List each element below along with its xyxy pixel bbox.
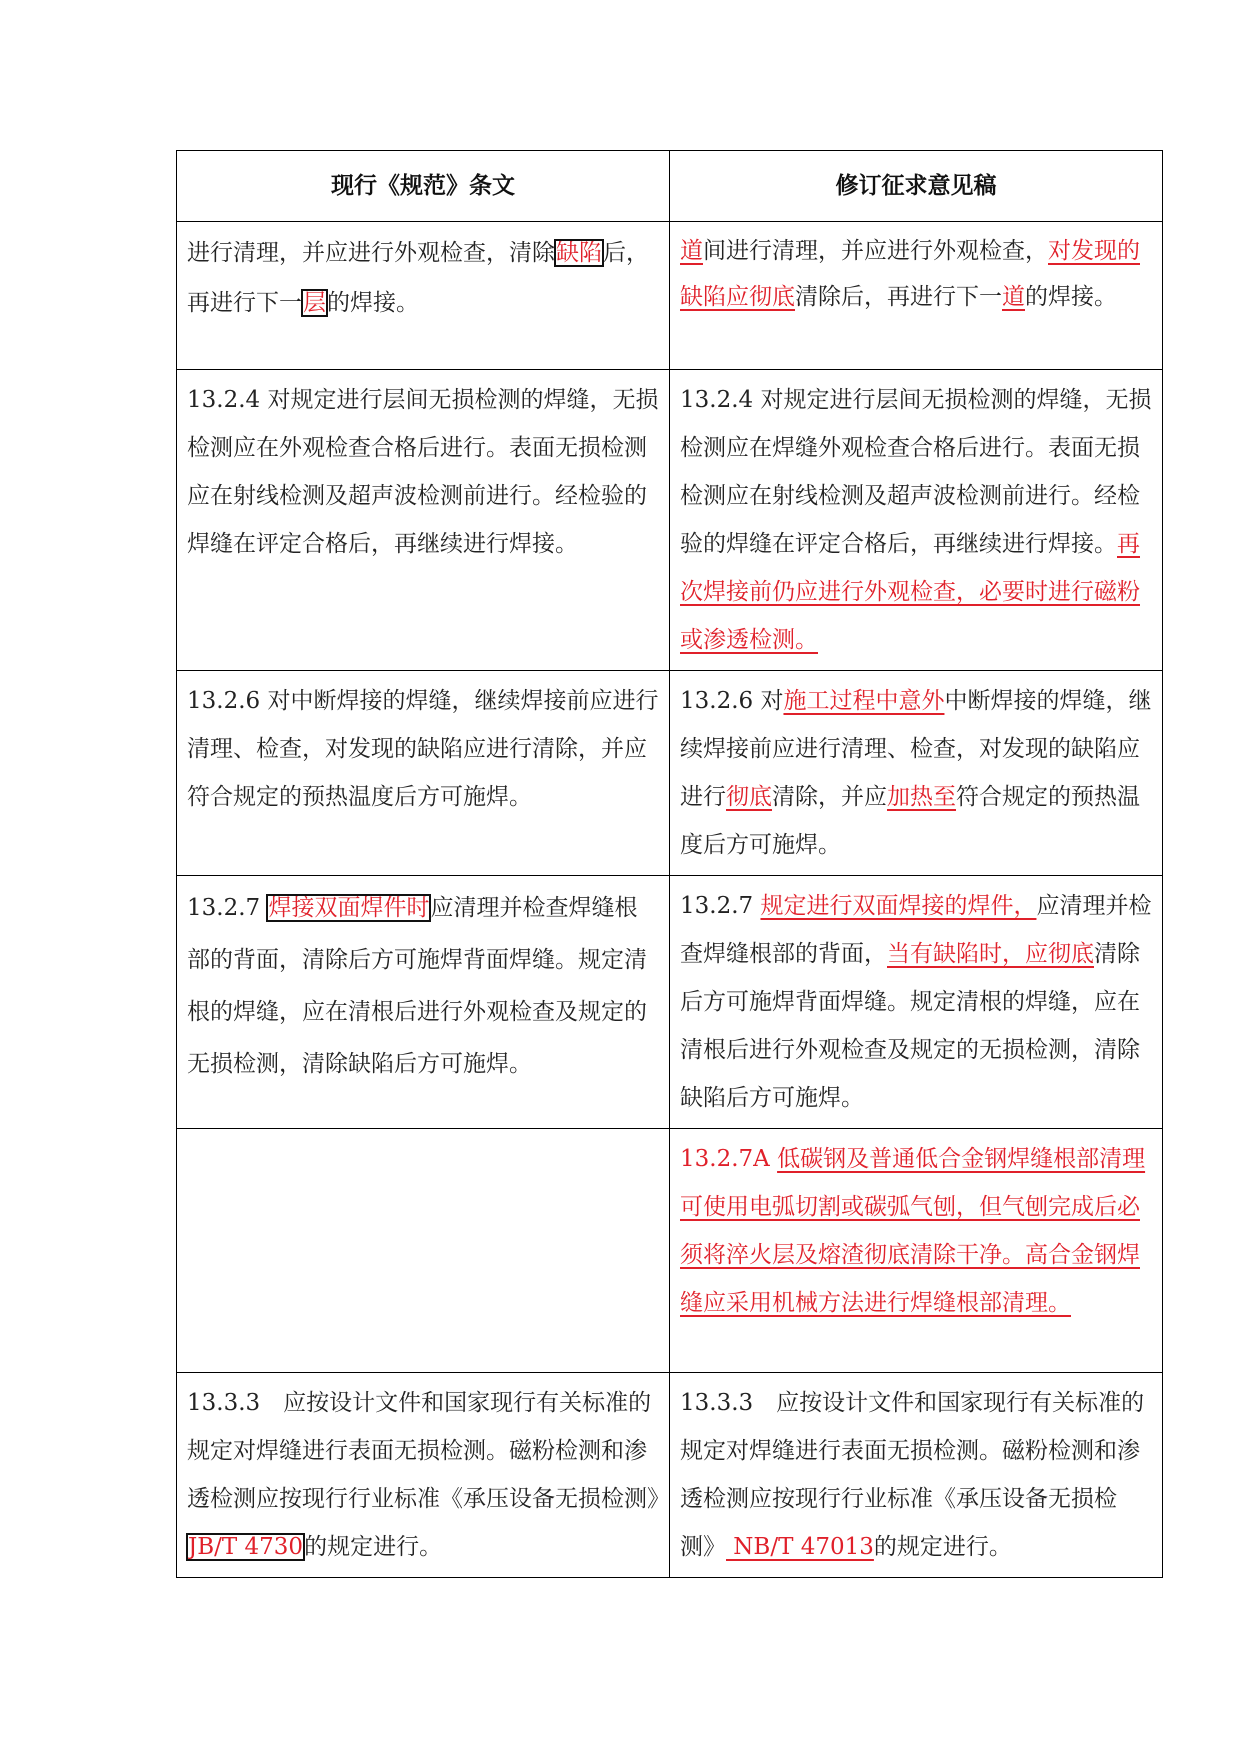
revised-text: 再次焊接前仍应进行外观检查，必要时进行磁粉或渗透检测。 [680, 531, 1140, 653]
table-row [177, 370, 1163, 671]
revision-draft-cell [670, 671, 1163, 876]
added-clause-number: 13.2.7A [680, 1146, 778, 1172]
clause-text: 13.2.7 [187, 895, 268, 921]
current-clause-cell [177, 671, 670, 876]
clause-text: 清除后，再进行下一 [795, 284, 1002, 310]
current-clause-cell [177, 370, 670, 671]
clause-text: 应清理并检查焊缝根部的背面，清除后方可施焊背面焊缝。规定清根的焊缝，应在清根后进行外观检查及规定的无损检测，清除缺陷后方可施焊。 [187, 895, 647, 1077]
table-row [177, 1129, 1163, 1373]
clause-text: 的规定进行。 [304, 1534, 443, 1560]
table-row [177, 1373, 1163, 1578]
clause-text: 应清理并检查焊缝根部的背面， [680, 893, 1152, 967]
header-revision-draft: 修订征求意见稿 [670, 151, 1163, 222]
revised-text: 加热至 [887, 784, 956, 810]
current-clause-cell [177, 1129, 670, 1373]
document-page [176, 150, 1162, 1578]
revised-text: 规定进行双面焊接的焊件， [760, 893, 1037, 919]
clause-text: 13.2.6 对 [680, 688, 784, 714]
clause-text: 的焊接。 [327, 290, 419, 316]
revised-text: 施工过程中意外 [783, 688, 945, 714]
revised-text: 彻底 [726, 784, 772, 810]
clause-text: 符合规定的预热温度后方可施焊。 [680, 784, 1140, 858]
revision-draft-cell [670, 1129, 1163, 1373]
revised-text: NB/T 47013 [726, 1534, 874, 1560]
clause-text: 清除，并应 [772, 784, 887, 810]
clause-text: 13.2.7 [680, 893, 761, 919]
boxed-text: 层 [303, 290, 326, 316]
revised-text: 道 [680, 238, 703, 264]
current-clause-cell [177, 222, 670, 370]
boxed-text: 焊接双面焊件时 [268, 895, 430, 921]
table-header-row [177, 151, 1163, 222]
revision-draft-cell [670, 876, 1163, 1129]
comparison-table [176, 150, 1163, 1578]
clause-text: 中断焊接的焊缝，继续焊接前应进行清理、检查，对发现的缺陷应进行 [680, 688, 1152, 810]
boxed-text: 缺陷 [556, 240, 602, 266]
revised-text: 道 [1002, 284, 1025, 310]
table-row [177, 876, 1163, 1129]
clause-text: 后，再进行下一 [187, 240, 649, 316]
revision-draft-cell [670, 370, 1163, 671]
clause-text: 间进行清理，并应进行外观检查， [703, 238, 1048, 264]
revision-draft-cell [670, 1373, 1163, 1578]
clause-text: 13.2.4 对规定进行层间无损检测的焊缝，无损检测应在焊缝外观检查合格后进行。表面无损检测应在射线检测及超声波检测前进行。经检验的焊缝在评定合格后，再继续进行焊接。 [680, 387, 1152, 557]
clause-text: 13.2.4 对规定进行层间无损检测的焊缝，无损检测应在外观检查合格后进行。表面无损检测应在射线检测及超声波检测前进行。经检验的焊缝在评定合格后，再继续进行焊接。 [187, 387, 659, 557]
clause-text: 13.3.3 应按设计文件和国家现行有关标准的规定对焊缝进行表面无损检测。磁粉检测和渗透检测应按现行行业标准《承压设备无损检测》 [680, 1390, 1145, 1560]
boxed-text: JB/T 4730 [188, 1534, 304, 1560]
clause-text: 13.2.6 对中断焊接的焊缝，继续焊接前应进行清理、检查，对发现的缺陷应进行清除，并应符合规定的预热温度后方可施焊。 [187, 688, 659, 810]
table-row [177, 671, 1163, 876]
current-clause-cell [177, 1373, 670, 1578]
header-current-clause: 现行《规范》条文 [177, 151, 670, 222]
clause-text: 清除后方可施焊背面焊缝。规定清根的焊缝，应在清根后进行外观检查及规定的无损检测，清除缺陷后方可施焊。 [680, 941, 1140, 1111]
current-clause-cell [177, 876, 670, 1129]
revised-text: 当有缺陷时，应彻底 [887, 941, 1094, 967]
revised-text: 低碳钢及普通低合金钢焊缝根部清理可使用电弧切割或碳弧气刨，但气刨完成后必须将淬火层及熔渣彻底清除干净。高合金钢焊缝应采用机械方法进行焊缝根部清理。 [680, 1146, 1146, 1316]
clause-text: 的焊接。 [1025, 284, 1117, 310]
revision-draft-cell [670, 222, 1163, 370]
revised-text: 对发现的缺陷应彻底 [680, 238, 1140, 310]
table-row [177, 222, 1163, 370]
clause-text: 13.3.3 应按设计文件和国家现行有关标准的规定对焊缝进行表面无损检测。磁粉检测和渗透检测应按现行行业标准《承压设备无损检测》 [187, 1390, 670, 1512]
clause-text: 进行清理，并应进行外观检查，清除 [187, 240, 555, 266]
clause-text: 的规定进行。 [873, 1534, 1012, 1560]
